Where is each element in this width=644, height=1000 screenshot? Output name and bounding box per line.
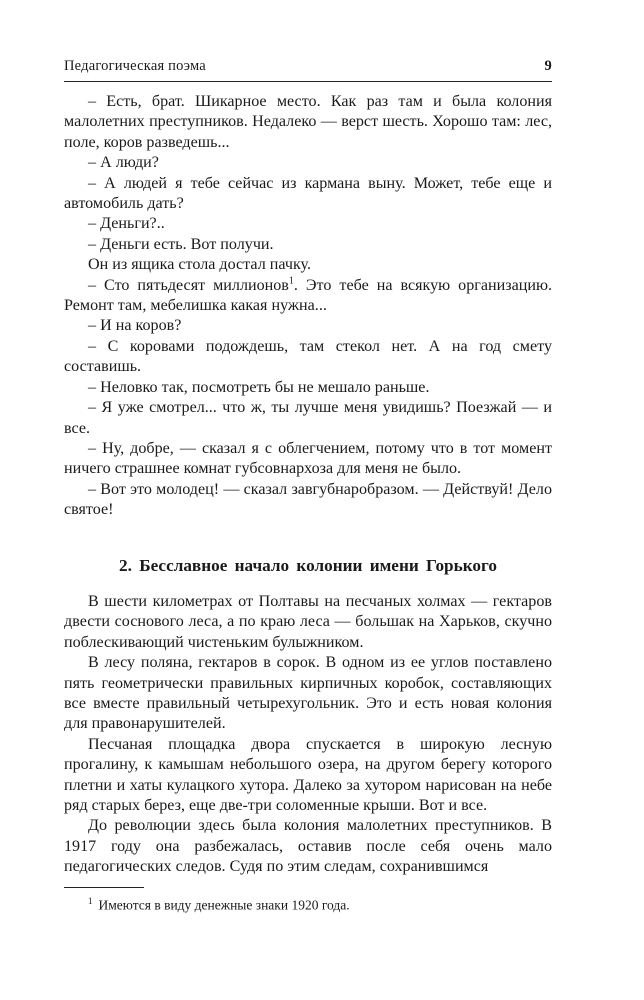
footnote [64,893,552,914]
dialogue-paragraph: – Деньги?.. [88,215,165,233]
footnote-mark: 1 [88,895,93,906]
paragraph-text-after-ref: . Это тебе на всякую организацию. Ремонт там, мебелишка какая нужна... [64,276,553,315]
dialogue-paragraph: – Есть, брат. Шикарное место. Как раз там и была колония малолетних преступников. Недалеко — верст шесть. Хорошо там: лес, поле, коров разведешь... [64,93,552,151]
dialogue-paragraph: – И на коров? [88,317,182,335]
dialogue-paragraph: – Я уже смотрел... что ж, ты лучше меня увидишь? Поезжай — и все. [64,399,552,437]
book-page [64,58,552,913]
dialogue-paragraph: Он из ящика стола достал пачку. [88,256,312,274]
running-head-title: Педагогическая поэма [64,58,206,74]
footnote-text: Имеются в виду денежные знаки 1920 года. [98,897,350,913]
section-heading: 2. Бесславное начало колонии имени Горького [119,555,497,575]
paragraph-text-before-ref: – Сто пятьдесят миллионов [88,276,289,294]
body-text [64,92,552,878]
section-paragraph: В лесу поляна, гектаров в сорок. В одном из ее углов поставлено пять геометрически правильных кирпичных коробок, составляющих все вместе правильный четырехугольник. Это и есть новая колония для правонарушителей. [64,654,552,733]
page-number: 9 [544,58,552,74]
dialogue-paragraph: – Вот это молодец! — сказал завгубнаробразом. — Действуй! Дело святое! [64,480,552,519]
dialogue-paragraph: – А люди? [88,154,159,172]
dialogue-paragraph: – А людей я тебе сейчас из кармана выну. Может, тебе еще и автомобиль дать? [64,174,552,213]
footnote-reference: 1 [288,275,294,287]
running-head [64,58,552,82]
dialogue-paragraph: – С коровами подождешь, там стекол нет. А на год смету составишь. [64,337,552,376]
section-paragraph: Песчаная площадка двора спускается в широкую лесную прогалину, к камышам небольшого озера, на другом берегу которого плетни и хаты кулацкого хутора. Далеко за хутором нарисован на небе ряд старых берез, еще две-три соломенные крыши. Вот и все. [64,735,552,814]
dialogue-paragraph-with-footnote-ref [64,276,552,317]
section-paragraph: В шести километрах от Полтавы на песчаных холмах — гектаров двести соснового леса, а по краю леса — большак на Харьков, скучно поблескивающий чистеньким булыжником. [64,592,552,651]
section-paragraph: До революции здесь была колония малолетних преступников. В 1917 году она разбежалась, оставив после себя очень мало педагогических следов. Судя по этим следам, сохранившимся [64,817,552,876]
dialogue-paragraph: – Деньги есть. Вот получи. [88,235,274,253]
dialogue-paragraph: – Ну, добре, — сказал я с облегчением, потому что в тот момент ничего страшнее комнат губсовнархоза для меня не было. [64,439,552,478]
footnote-divider [64,887,144,888]
dialogue-paragraph: – Неловко так, посмотреть бы не мешало раньше. [88,378,430,396]
